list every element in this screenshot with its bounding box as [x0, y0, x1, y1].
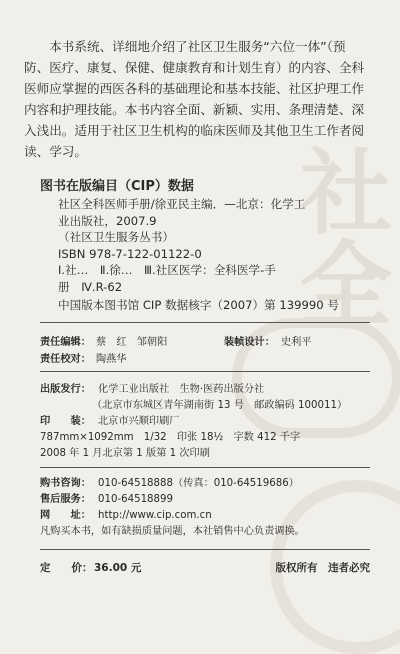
cip-number: 中国版本图书馆 CIP 数据核字（2007）第 139990 号 — [58, 298, 339, 312]
buy-label: 购书咨询： — [40, 478, 91, 489]
book-introduction — [24, 36, 382, 162]
intro-line: 防、医疗、康复、保健、健康教育和计划生育）的内容、全科 — [24, 60, 365, 75]
price-value: 36.00 元 — [94, 562, 142, 574]
background-watermark-glyph: 社 — [300, 140, 393, 247]
print-label: 印 装： — [40, 416, 91, 427]
intro-line: 入浅出。适用于社区卫生机构的临床医师及其他卫生工作者阅 — [24, 123, 365, 138]
editor-label: 责任编辑： — [40, 337, 91, 348]
intro-line: 读、学习。 — [24, 144, 87, 159]
copyright-notice: 版权所有 违者必究 — [275, 562, 370, 574]
credits-block — [40, 334, 380, 368]
cip-line: 业出版社，2007.9 — [58, 213, 157, 228]
isbn: ISBN 978-7-122-01122-0 — [58, 246, 202, 261]
intro-line: 医师应掌握的西医各科的基础理论和基本技能、社区护理工作 — [24, 81, 365, 96]
publisher-address: （北京市东城区青年湖南街 13 号 邮政编码 100011） — [92, 400, 348, 411]
issue-value: 化学工业出版社 生物·医药出版分社 — [98, 384, 265, 395]
web-label: 网 址： — [40, 510, 91, 521]
proof-label: 责任校对： — [40, 354, 91, 365]
web-address: http://www.cip.com.cn — [98, 510, 212, 521]
cip-line: 社区全科医师手册/徐亚民主编．—北京：化学工 — [58, 197, 306, 211]
cip-heading: 图书在版编目（CIP）数据 — [40, 179, 194, 194]
design-value: 史利平 — [281, 337, 312, 348]
edition-info: 2008 年 1 月北京第 1 版第 1 次印刷 — [40, 448, 210, 459]
print-value: 北京市兴顺印刷厂 — [98, 416, 180, 427]
cip-line: （社区卫生服务丛书） — [58, 230, 174, 245]
background-watermark-glyph: 全 — [300, 232, 393, 339]
divider — [40, 322, 370, 323]
service-value: 010-64518899 — [98, 494, 173, 505]
design-label: 装帧设计： — [224, 337, 275, 348]
exchange-notice: 凡购买本书，如有缺损质量问题，本社销售中心负责调换。 — [40, 526, 305, 537]
proof-value: 陶燕华 — [96, 354, 127, 365]
issue-label: 出版发行： — [40, 384, 91, 395]
publication-block — [40, 382, 385, 462]
divider — [40, 371, 370, 372]
buy-value: 010-64518888（传真：010-64519686） — [98, 478, 299, 489]
cip-record — [58, 196, 384, 296]
contact-block — [40, 476, 385, 540]
service-label: 售后服务： — [40, 494, 91, 505]
divider — [40, 467, 370, 468]
cip-line: Ⅰ.社… Ⅱ.徐… Ⅲ.社区医学：全科医学-手 — [58, 263, 276, 278]
price-label: 定 价： — [40, 562, 93, 574]
intro-line: 内容和护理技能。本书内容全面、新颖、实用、条理清楚、深 — [24, 102, 365, 117]
editor-value: 蔡 红 邹朝阳 — [96, 337, 168, 348]
divider — [40, 549, 370, 550]
cip-line: 册 Ⅳ.R-62 — [58, 279, 123, 294]
intro-line: 本书系统、详细地介绍了社区卫生服务“六位一体”（预 — [49, 39, 346, 54]
format-info: 787mm×1092mm 1/32 印张 18½ 字数 412 千字 — [40, 432, 301, 443]
